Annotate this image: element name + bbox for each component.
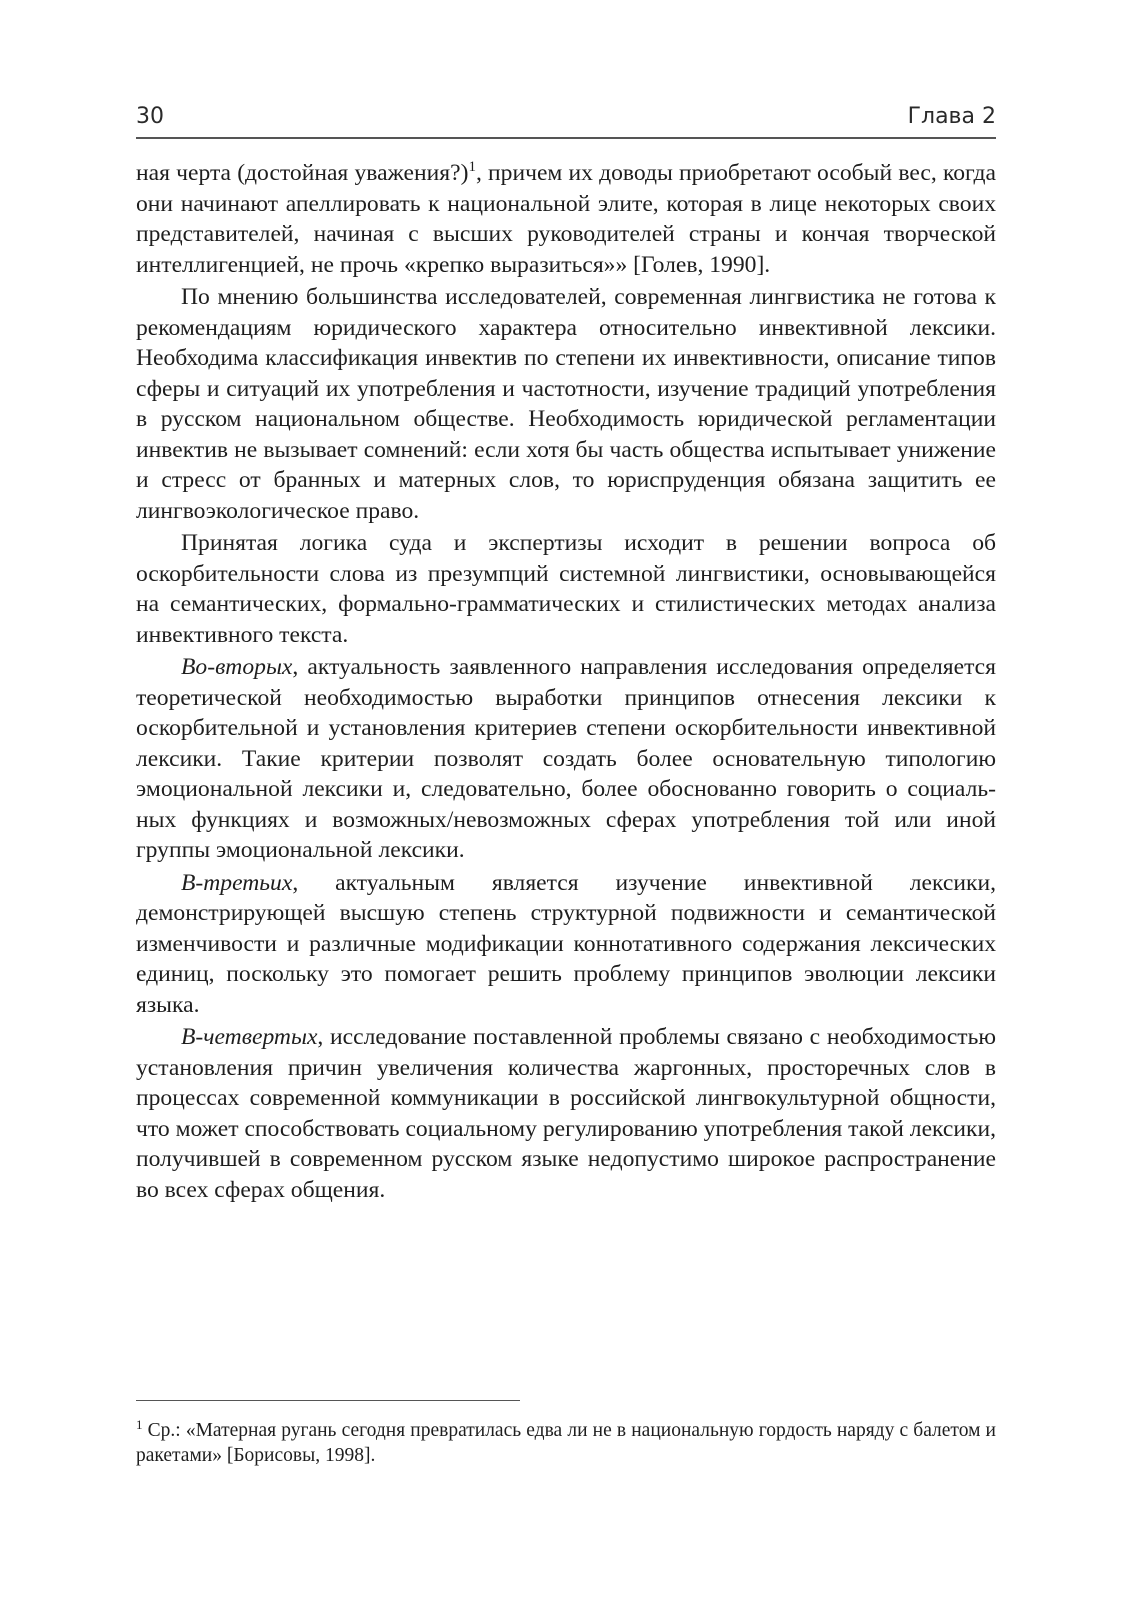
paragraph-6-lead: В-четвертых [181,1024,318,1050]
paragraph-4-lead: Во-вторых [181,654,293,680]
paragraph-6-text: , исследование поставленной проблемы связано с необходимостью установления причин увеличения количества жаргонных, просторечных слов в процессах современной коммуникации в российской лингвокультурной общности, что может способствовать социальному регулированию употребления такой лексики, получившей в современном русском языке недопустимо широкое распространение во всех сферах общения. [136,1024,996,1203]
footnote-rule [136,1400,520,1401]
footnote [136,1418,996,1468]
body-text [136,158,996,1207]
footnote-reference: 1 [468,159,476,175]
paragraph-1 [136,158,996,280]
page-number: 30 [136,104,164,129]
paragraph-5-lead: В-третьих [181,869,293,896]
footnote-text: Ср.: «Матерная ругань сегодня превратилась едва ли не в национальную гордость наряду с балетом и ракетами» [Борисовы, 1998]. [136,1420,996,1466]
paragraph-3 [136,528,996,650]
header-rule [136,137,996,139]
paragraph-1-text: ная черта (достойная уважения?) [136,160,469,186]
paragraph-2 [136,282,996,526]
paragraph-2-text: По мнению большинства исследователей, современная лингвистика не готова к рекомендациям юридического характера относительно инвективной лексики. Необходима классификация инвектив по степени их инвективности, описание типов сферы и ситуаций их употребления и частотности, изучение традиций употребления в русском национальном обществе. Необходимость юридической регламентации инвектив не вызывает сомнений: если хотя бы часть общества испытывает унижение и стресс от бранных и матерных слов, то юриспруденция обязана защитить ее лингвоэкологическое право. [136,284,996,524]
paragraph-5-text: , актуальным является изучение инвективной лексики, демонстрирующей высшую степень структурной подвижности и семантической изменчивости и различные модификации коннотативного содержания лексических единиц, поскольку это помогает решить проблему принципов эволюции лексики языка. [136,869,996,1018]
paragraph-5 [136,868,996,1021]
paragraph-4-text: , актуальность заявленного направления исследования определяется теоретической необходимостью выработки принципов отнесения лексики к оскорбительной и установления критериев степени оскорбительности инвективной лексики. Такие критерии позволят создать более основательную типологию эмоциональной лексики и, следовательно, более обоснованно говорить о социальных функциях и возможных/невозможных сферах употребления той или иной группы эмоциональной лексики. [136,654,996,863]
paragraph-6 [136,1022,996,1205]
chapter-label: Глава 2 [907,104,996,129]
footnote-marker: 1 [136,1417,143,1432]
paragraph-1-continuation: , причем их доводы приобретают особый вес, когда они начинают апеллировать к национальной элите, которая в лице некоторых своих представителей, начиная с высших руководителей страны и кончая творческой интеллигенцией, не прочь «крепко выразиться»» [Голев, 1990]. [136,160,996,278]
paragraph-3-text: Принятая логика суда и экспертизы исходит в решении вопроса об оскорбительности слова из презумпций системной лингвистики, основывающейся на семантических, формально-грамматических и стилистических методах анализа инвективного текста. [136,530,996,648]
paragraph-4 [136,652,996,866]
running-head [136,100,996,134]
